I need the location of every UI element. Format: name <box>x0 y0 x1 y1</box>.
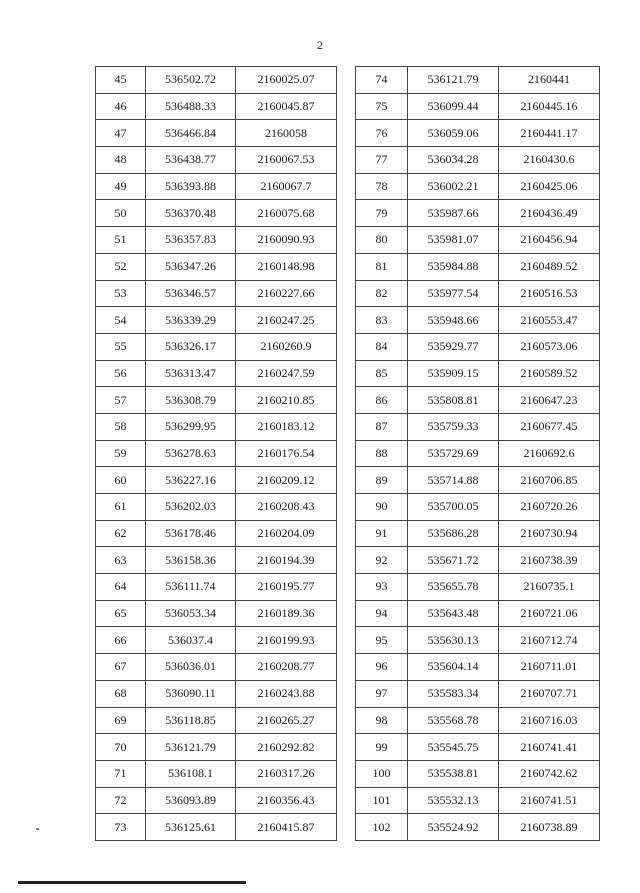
y-coordinate-cell: 2160738.89 <box>499 814 600 841</box>
y-coordinate-cell: 2160735.1 <box>499 574 600 601</box>
table-row <box>356 120 600 147</box>
table-row <box>96 600 337 627</box>
table-row <box>96 120 337 147</box>
y-coordinate-cell: 2160247.25 <box>236 307 337 334</box>
x-coordinate-cell: 535759.33 <box>408 413 499 440</box>
table-row <box>96 680 337 707</box>
y-coordinate-cell: 2160148.98 <box>236 253 337 280</box>
x-coordinate-cell: 536466.84 <box>146 120 236 147</box>
x-coordinate-cell: 536313.47 <box>146 360 236 387</box>
point-number-cell: 76 <box>356 120 408 147</box>
point-number-cell: 46 <box>96 93 146 120</box>
x-coordinate-cell: 536111.74 <box>146 574 236 601</box>
x-coordinate-cell: 536488.33 <box>146 93 236 120</box>
table-row <box>356 413 600 440</box>
y-coordinate-cell: 2160204.09 <box>236 520 337 547</box>
y-coordinate-cell: 2160292.82 <box>236 734 337 761</box>
table-row <box>96 707 337 734</box>
point-number-cell: 60 <box>96 467 146 494</box>
x-coordinate-cell: 535700.05 <box>408 494 499 521</box>
y-coordinate-cell: 2160090.93 <box>236 227 337 254</box>
table-row <box>356 627 600 654</box>
y-coordinate-cell: 2160711.01 <box>499 654 600 681</box>
x-coordinate-cell: 535545.75 <box>408 734 499 761</box>
y-coordinate-cell: 2160243.88 <box>236 680 337 707</box>
point-number-cell: 87 <box>356 413 408 440</box>
point-number-cell: 67 <box>96 654 146 681</box>
x-coordinate-cell: 536299.95 <box>146 413 236 440</box>
point-number-cell: 91 <box>356 520 408 547</box>
y-coordinate-cell: 2160720.26 <box>499 494 600 521</box>
table-row <box>96 93 337 120</box>
point-number-cell: 74 <box>356 67 408 94</box>
table-row <box>96 627 337 654</box>
y-coordinate-cell: 2160058 <box>236 120 337 147</box>
x-coordinate-cell: 535929.77 <box>408 333 499 360</box>
y-coordinate-cell: 2160489.52 <box>499 253 600 280</box>
point-number-cell: 79 <box>356 200 408 227</box>
x-coordinate-cell: 536093.89 <box>146 787 236 814</box>
table-row <box>356 93 600 120</box>
y-coordinate-cell: 2160067.7 <box>236 173 337 200</box>
y-coordinate-cell: 2160183.12 <box>236 413 337 440</box>
page-number: 2 <box>317 38 323 52</box>
y-coordinate-cell: 2160045.87 <box>236 93 337 120</box>
table-row <box>356 787 600 814</box>
x-coordinate-cell: 535655.78 <box>408 574 499 601</box>
y-coordinate-cell: 2160516.53 <box>499 280 600 307</box>
table-row <box>356 280 600 307</box>
y-coordinate-cell: 2160195.77 <box>236 574 337 601</box>
x-coordinate-cell: 536357.83 <box>146 227 236 254</box>
y-coordinate-cell: 2160227.66 <box>236 280 337 307</box>
point-number-cell: 94 <box>356 600 408 627</box>
point-number-cell: 48 <box>96 147 146 174</box>
table-row <box>356 440 600 467</box>
point-number-cell: 90 <box>356 494 408 521</box>
y-coordinate-cell: 2160741.41 <box>499 734 600 761</box>
point-number-cell: 69 <box>96 707 146 734</box>
x-coordinate-cell: 536125.61 <box>146 814 236 841</box>
x-coordinate-cell: 535643.48 <box>408 600 499 627</box>
table-row <box>356 387 600 414</box>
y-coordinate-cell: 2160415.87 <box>236 814 337 841</box>
point-number-cell: 98 <box>356 707 408 734</box>
point-number-cell: 77 <box>356 147 408 174</box>
point-number-cell: 47 <box>96 120 146 147</box>
table-row <box>96 333 337 360</box>
x-coordinate-cell: 536326.17 <box>146 333 236 360</box>
x-coordinate-cell: 535568.78 <box>408 707 499 734</box>
x-coordinate-cell: 536002.21 <box>408 173 499 200</box>
y-coordinate-cell: 2160742.62 <box>499 760 600 787</box>
table-row <box>96 360 337 387</box>
point-number-cell: 101 <box>356 787 408 814</box>
point-number-cell: 93 <box>356 574 408 601</box>
table-row <box>96 520 337 547</box>
scan-speck <box>36 828 39 830</box>
table-row <box>96 734 337 761</box>
x-coordinate-cell: 536438.77 <box>146 147 236 174</box>
y-coordinate-cell: 2160707.71 <box>499 680 600 707</box>
x-coordinate-cell: 536347.26 <box>146 253 236 280</box>
x-coordinate-cell: 535977.54 <box>408 280 499 307</box>
x-coordinate-cell: 535524.92 <box>408 814 499 841</box>
x-coordinate-cell: 536034.28 <box>408 147 499 174</box>
x-coordinate-cell: 535671.72 <box>408 547 499 574</box>
point-number-cell: 92 <box>356 547 408 574</box>
point-number-cell: 84 <box>356 333 408 360</box>
table-row <box>96 173 337 200</box>
y-coordinate-cell: 2160430.6 <box>499 147 600 174</box>
table-row <box>356 67 600 94</box>
table-row <box>96 200 337 227</box>
y-coordinate-cell: 2160445.16 <box>499 93 600 120</box>
footer-rule <box>18 881 246 884</box>
x-coordinate-cell: 536059.06 <box>408 120 499 147</box>
x-coordinate-cell: 536202.03 <box>146 494 236 521</box>
y-coordinate-cell: 2160677.45 <box>499 413 600 440</box>
x-coordinate-cell: 536121.79 <box>408 67 499 94</box>
y-coordinate-cell: 2160712.74 <box>499 627 600 654</box>
table-row <box>96 280 337 307</box>
x-coordinate-cell: 536090.11 <box>146 680 236 707</box>
point-number-cell: 72 <box>96 787 146 814</box>
table-row <box>96 547 337 574</box>
point-number-cell: 65 <box>96 600 146 627</box>
point-number-cell: 80 <box>356 227 408 254</box>
y-coordinate-cell: 2160176.54 <box>236 440 337 467</box>
point-number-cell: 95 <box>356 627 408 654</box>
x-coordinate-cell: 535686.28 <box>408 520 499 547</box>
x-coordinate-cell: 536037.4 <box>146 627 236 654</box>
y-coordinate-cell: 2160265.27 <box>236 707 337 734</box>
table-row <box>96 787 337 814</box>
y-coordinate-cell: 2160208.77 <box>236 654 337 681</box>
x-coordinate-cell: 535532.13 <box>408 787 499 814</box>
y-coordinate-cell: 2160425.06 <box>499 173 600 200</box>
point-number-cell: 63 <box>96 547 146 574</box>
x-coordinate-cell: 536121.79 <box>146 734 236 761</box>
y-coordinate-cell: 2160209.12 <box>236 467 337 494</box>
x-coordinate-cell: 535714.88 <box>408 467 499 494</box>
point-number-cell: 82 <box>356 280 408 307</box>
point-number-cell: 83 <box>356 307 408 334</box>
y-coordinate-cell: 2160067.53 <box>236 147 337 174</box>
point-number-cell: 58 <box>96 413 146 440</box>
x-coordinate-cell: 536036.01 <box>146 654 236 681</box>
point-number-cell: 54 <box>96 307 146 334</box>
table-row <box>96 467 337 494</box>
point-number-cell: 59 <box>96 440 146 467</box>
x-coordinate-cell: 535630.13 <box>408 627 499 654</box>
x-coordinate-cell: 535808.81 <box>408 387 499 414</box>
y-coordinate-cell: 2160199.93 <box>236 627 337 654</box>
y-coordinate-cell: 2160647.23 <box>499 387 600 414</box>
y-coordinate-cell: 2160441 <box>499 67 600 94</box>
table-row <box>356 654 600 681</box>
point-number-cell: 56 <box>96 360 146 387</box>
table-row <box>356 520 600 547</box>
table-row <box>96 494 337 521</box>
y-coordinate-cell: 2160075.68 <box>236 200 337 227</box>
x-coordinate-cell: 536118.85 <box>146 707 236 734</box>
y-coordinate-cell: 2160730.94 <box>499 520 600 547</box>
x-coordinate-cell: 536227.16 <box>146 467 236 494</box>
table-row <box>96 574 337 601</box>
y-coordinate-cell: 2160573.06 <box>499 333 600 360</box>
y-coordinate-cell: 2160721.06 <box>499 600 600 627</box>
y-coordinate-cell: 2160441.17 <box>499 120 600 147</box>
point-number-cell: 88 <box>356 440 408 467</box>
x-coordinate-cell: 535583.34 <box>408 680 499 707</box>
x-coordinate-cell: 536502.72 <box>146 67 236 94</box>
table-row <box>356 600 600 627</box>
table-row <box>356 547 600 574</box>
table-row <box>356 227 600 254</box>
table-row <box>356 147 600 174</box>
x-coordinate-cell: 536178.46 <box>146 520 236 547</box>
x-coordinate-cell: 536053.34 <box>146 600 236 627</box>
point-number-cell: 49 <box>96 173 146 200</box>
y-coordinate-cell: 2160317.26 <box>236 760 337 787</box>
point-number-cell: 99 <box>356 734 408 761</box>
y-coordinate-cell: 2160692.6 <box>499 440 600 467</box>
table-row <box>356 680 600 707</box>
table-row <box>96 307 337 334</box>
y-coordinate-cell: 2160741.51 <box>499 787 600 814</box>
table-row <box>96 253 337 280</box>
table-row <box>96 440 337 467</box>
table-row <box>356 760 600 787</box>
table-row <box>356 200 600 227</box>
x-coordinate-cell: 536339.29 <box>146 307 236 334</box>
point-number-cell: 71 <box>96 760 146 787</box>
x-coordinate-cell: 536346.57 <box>146 280 236 307</box>
table-row <box>356 253 600 280</box>
y-coordinate-cell: 2160738.39 <box>499 547 600 574</box>
table-row <box>356 360 600 387</box>
point-number-cell: 102 <box>356 814 408 841</box>
point-number-cell: 100 <box>356 760 408 787</box>
point-number-cell: 73 <box>96 814 146 841</box>
table-row <box>96 814 337 841</box>
table-row <box>356 707 600 734</box>
y-coordinate-cell: 2160716.03 <box>499 707 600 734</box>
table-row <box>356 333 600 360</box>
table-row <box>356 494 600 521</box>
x-coordinate-cell: 535984.88 <box>408 253 499 280</box>
y-coordinate-cell: 2160260.9 <box>236 333 337 360</box>
coordinate-table-left <box>95 66 337 841</box>
table-row <box>96 227 337 254</box>
y-coordinate-cell: 2160706.85 <box>499 467 600 494</box>
point-number-cell: 85 <box>356 360 408 387</box>
point-number-cell: 50 <box>96 200 146 227</box>
coordinate-table-right <box>355 66 600 841</box>
x-coordinate-cell: 535729.69 <box>408 440 499 467</box>
x-coordinate-cell: 536370.48 <box>146 200 236 227</box>
point-number-cell: 57 <box>96 387 146 414</box>
y-coordinate-cell: 2160356.43 <box>236 787 337 814</box>
point-number-cell: 68 <box>96 680 146 707</box>
point-number-cell: 86 <box>356 387 408 414</box>
x-coordinate-cell: 535948.66 <box>408 307 499 334</box>
point-number-cell: 51 <box>96 227 146 254</box>
point-number-cell: 81 <box>356 253 408 280</box>
table-row <box>356 814 600 841</box>
x-coordinate-cell: 535987.66 <box>408 200 499 227</box>
point-number-cell: 66 <box>96 627 146 654</box>
y-coordinate-cell: 2160456.94 <box>499 227 600 254</box>
y-coordinate-cell: 2160208.43 <box>236 494 337 521</box>
table-row <box>356 307 600 334</box>
table-row <box>96 413 337 440</box>
point-number-cell: 70 <box>96 734 146 761</box>
table-row <box>356 173 600 200</box>
table-row <box>96 654 337 681</box>
table-row <box>96 67 337 94</box>
table-row <box>96 147 337 174</box>
y-coordinate-cell: 2160589.52 <box>499 360 600 387</box>
x-coordinate-cell: 536158.36 <box>146 547 236 574</box>
point-number-cell: 45 <box>96 67 146 94</box>
point-number-cell: 64 <box>96 574 146 601</box>
y-coordinate-cell: 2160025.07 <box>236 67 337 94</box>
table-row <box>356 574 600 601</box>
point-number-cell: 55 <box>96 333 146 360</box>
point-number-cell: 52 <box>96 253 146 280</box>
x-coordinate-cell: 535538.81 <box>408 760 499 787</box>
y-coordinate-cell: 2160194.39 <box>236 547 337 574</box>
table-row <box>96 760 337 787</box>
y-coordinate-cell: 2160189.36 <box>236 600 337 627</box>
x-coordinate-cell: 535909.15 <box>408 360 499 387</box>
point-number-cell: 97 <box>356 680 408 707</box>
table-row <box>356 467 600 494</box>
x-coordinate-cell: 535604.14 <box>408 654 499 681</box>
x-coordinate-cell: 536099.44 <box>408 93 499 120</box>
x-coordinate-cell: 535981.07 <box>408 227 499 254</box>
point-number-cell: 75 <box>356 93 408 120</box>
point-number-cell: 96 <box>356 654 408 681</box>
y-coordinate-cell: 2160247.59 <box>236 360 337 387</box>
point-number-cell: 62 <box>96 520 146 547</box>
table-row <box>96 387 337 414</box>
point-number-cell: 61 <box>96 494 146 521</box>
point-number-cell: 89 <box>356 467 408 494</box>
y-coordinate-cell: 2160210.85 <box>236 387 337 414</box>
point-number-cell: 53 <box>96 280 146 307</box>
y-coordinate-cell: 2160553.47 <box>499 307 600 334</box>
y-coordinate-cell: 2160436.49 <box>499 200 600 227</box>
point-number-cell: 78 <box>356 173 408 200</box>
x-coordinate-cell: 536108.1 <box>146 760 236 787</box>
x-coordinate-cell: 536278.63 <box>146 440 236 467</box>
x-coordinate-cell: 536308.79 <box>146 387 236 414</box>
table-row <box>356 734 600 761</box>
x-coordinate-cell: 536393.88 <box>146 173 236 200</box>
